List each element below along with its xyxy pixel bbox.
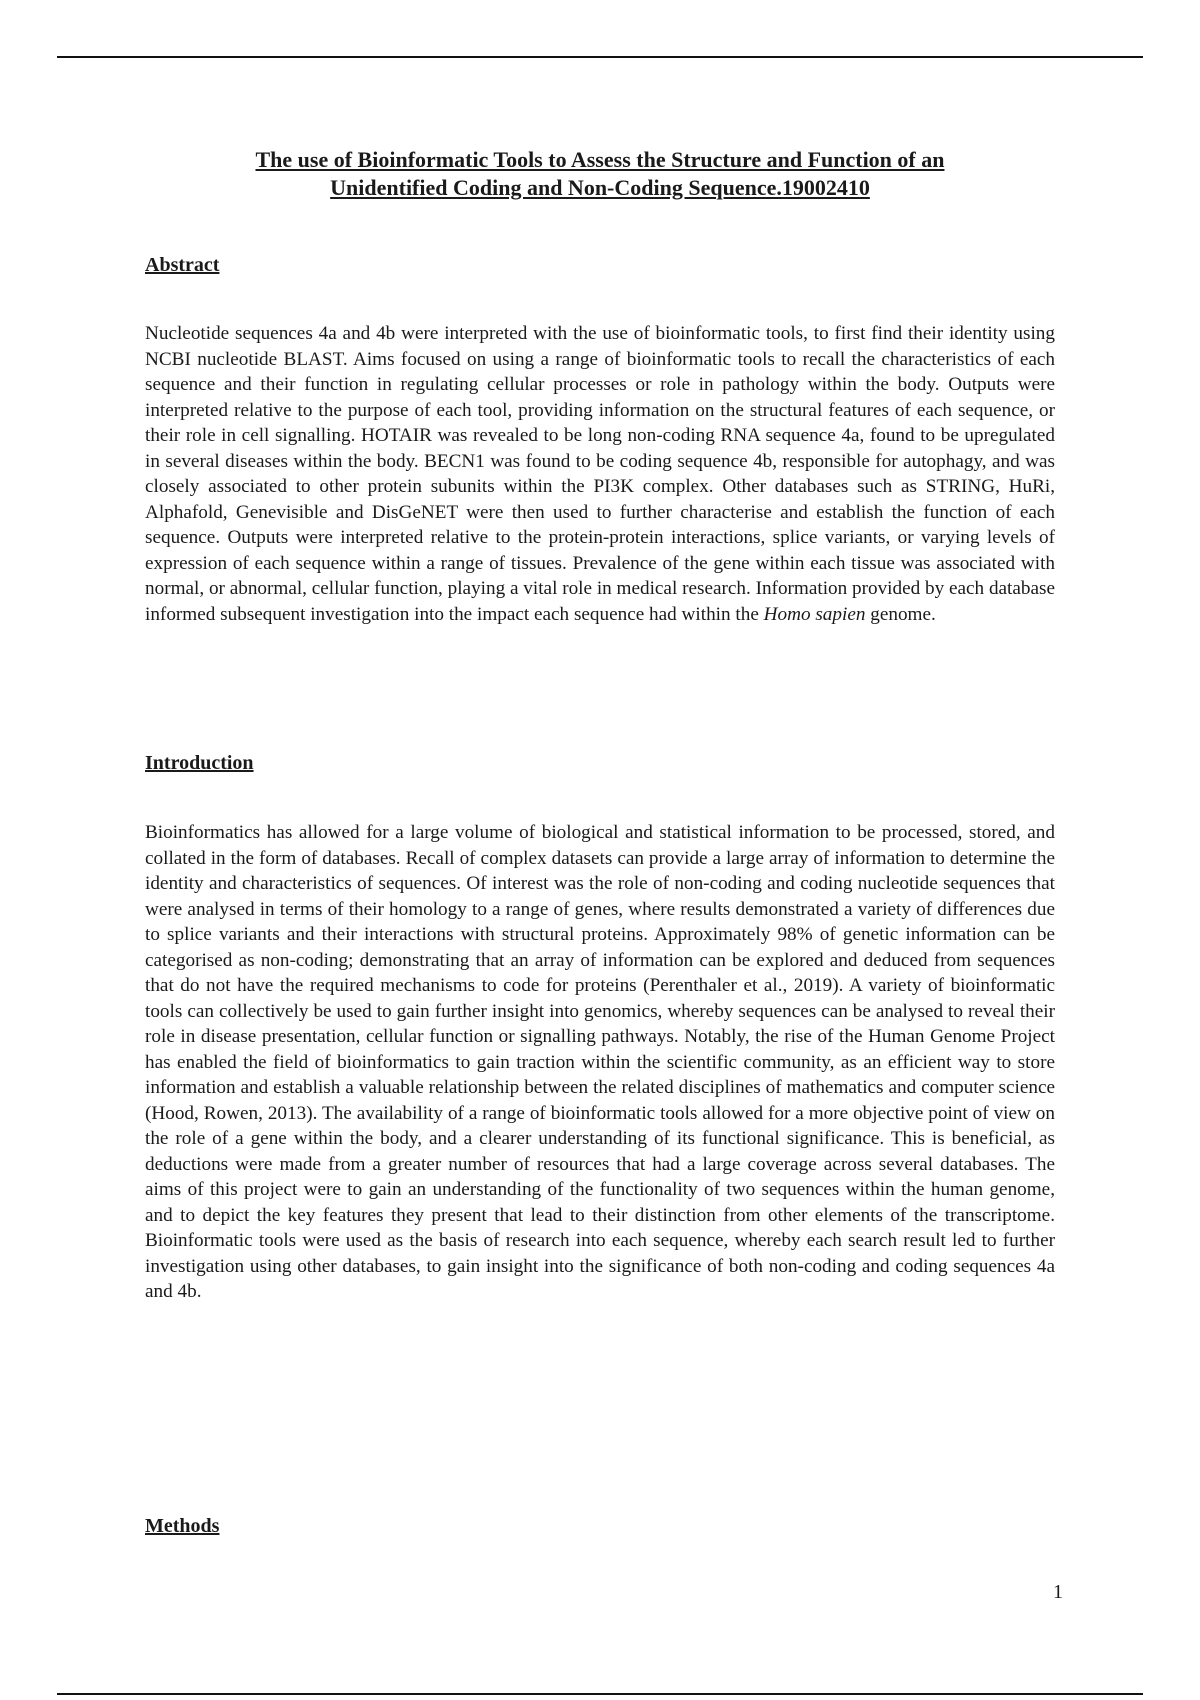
abstract-paragraph xyxy=(145,321,1055,627)
methods-heading: Methods xyxy=(145,1515,220,1537)
title-line-2: Unidentified Coding and Non-Coding Sequence.19002410 xyxy=(330,175,870,200)
page-number: 1 xyxy=(1053,1581,1063,1603)
title-line-1: The use of Bioinformatic Tools to Assess the Structure and Function of an xyxy=(255,147,945,172)
abstract-text: Nucleotide sequences 4a and 4b were interpreted with the use of bioinformatic tools, to first find their identity using NCBI nucleotide BLAST. Aims focused on using a range of bioinformatic tools to recall the characteristics of each sequence and their function in regulating cellular processes or role in pathology within the body. Outputs were interpreted relative to the purpose of each tool, providing information on the structural features of each sequence, or their role in cell signalling. HOTAIR was revealed to be long non-coding RNA sequence 4a, found to be upregulated in several diseases within the body. BECN1 was found to be coding sequence 4b, responsible for autophagy, and was closely associated to other protein subunits within the PI3K complex. Other databases such as STRING, HuRi, Alphafold, Genevisible and DisGeNET were then used to further characterise and establish the function of each sequence. Outputs were interpreted relative to the protein-protein interactions, splice variants, or varying levels of expression of each sequence within a range of tissues. Prevalence of the gene within each tissue was associated with normal, or abnormal, cellular function, playing a vital role in medical research. Information provided by each database informed subsequent investigation into the impact each sequence had within the xyxy=(145,323,1055,625)
document-title xyxy=(145,146,1055,202)
introduction-paragraph: Bioinformatics has allowed for a large volume of biological and statistical information to be processed, stored, and collated in the form of databases. Recall of complex datasets can provide a large array of information to determine the identity and characteristics of sequences. Of interest was the role of non-coding and coding nucleotide sequences that were analysed in terms of their homology to a range of genes, where results demonstrated a variety of differences due to splice variants and their interactions with structural proteins. Approximately 98% of genetic information can be categorised as non-coding; demonstrating that an array of information can be explored and deduced from sequences that do not have the required mechanisms to code for proteins (Perenthaler et al., 2019). A variety of bioinformatic tools can collectively be used to gain further insight into genomics, whereby sequences can be analysed to reveal their role in disease presentation, cellular function or signalling pathways. Notably, the rise of the Human Genome Project has enabled the field of bioinformatics to gain traction within the scientific community, as an efficient way to store information and establish a valuable relationship between the related disciplines of mathematics and computer science (Hood, Rowen, 2013). The availability of a range of bioinformatic tools allowed for a more objective point of view on the role of a gene within the body, and a clearer understanding of its functional significance. This is beneficial, as deductions were made from a greater number of resources that had a large coverage across several databases. The aims of this project were to gain an understanding of the functionality of two sequences within the human genome, and to depict the key features they present that lead to their distinction from other elements of the transcriptome. Bioinformatic tools were used as the basis of research into each sequence, whereby each search result led to further investigation using other databases, to gain insight into the significance of both non-coding and coding sequences 4a and 4b. xyxy=(145,822,1055,1302)
abstract-text-end: genome. xyxy=(865,603,936,625)
footer-rule xyxy=(57,1693,1143,1695)
header-rule xyxy=(57,56,1143,58)
introduction-heading: Introduction xyxy=(145,752,254,774)
abstract-italic-species: Homo sapien xyxy=(763,603,866,625)
abstract-heading: Abstract xyxy=(145,254,220,276)
